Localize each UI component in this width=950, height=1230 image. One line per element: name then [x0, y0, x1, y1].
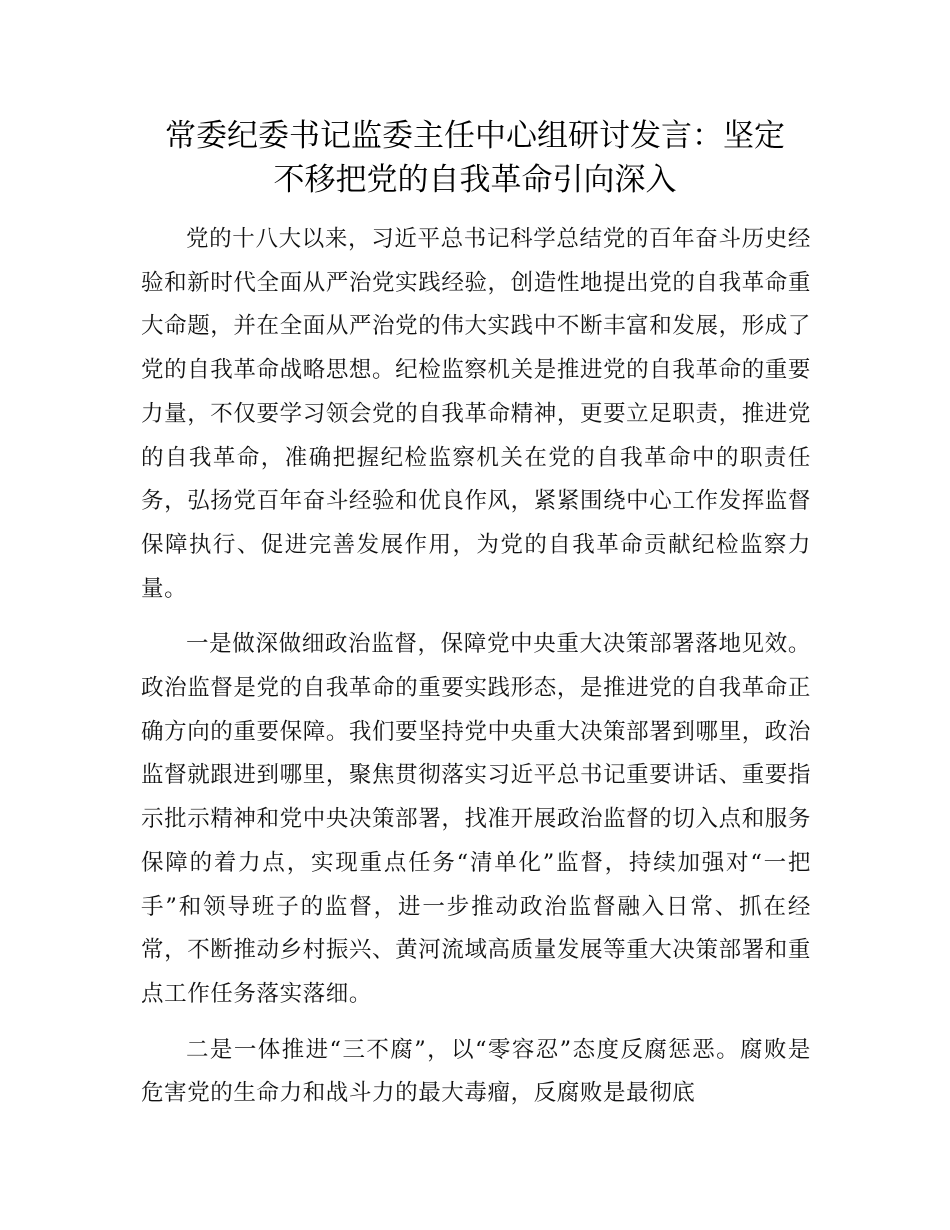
document-body: [141, 218, 811, 1116]
title-line-2: 不移把党的自我革命引向深入: [273, 162, 677, 198]
paragraph-anti-corruption: 二是一体推进“三不腐”，以“零容忍”态度反腐惩恶。腐败是危害党的生命力和战斗力的最大毒瘤，反腐败是最彻底: [141, 1036, 811, 1107]
paragraph-political-supervision: 一是做深做细政治监督，保障党中央重大决策部署落地见效。政治监督是党的自我革命的重要实践形态，是推进党的自我革命正确方向的重要保障。我们要坚持党中央重大决策部署到哪里，政治监督就跟进到哪里，聚焦贯彻落实习近平总书记重要讲话、重要指示批示精神和党中央决策部署，找准开展政治监督的切入点和服务保障的着力点，实现重点任务“清单化”监督，持续加强对“一把手”和领导班子的监督，进一步推动政治监督融入日常、抓在经常，不断推动乡村振兴、黄河流域高质量发展等重大决策部署和重点工作任务落实落细。: [141, 631, 811, 1007]
paragraph-intro: 党的十八大以来，习近平总书记科学总结党的百年奋斗历史经验和新时代全面从严治党实践经验，创造性地提出党的自我革命重大命题，并在全面从严治党的伟大实践中不断丰富和发展，形成了党的自我革命战略思想。纪检监察机关是推进党的自我革命的重要力量，不仅要学习领会党的自我革命精神，更要立足职责，推进党的自我革命，准确把握纪检监察机关在党的自我革命中的职责任务，弘扬党百年奋斗经验和优良作风，紧紧围绕中心工作发挥监督保障执行、促进完善发展作用，为党的自我革命贡献纪检监察力量。: [141, 226, 811, 602]
document-title: [100, 114, 850, 202]
title-line-1: 常委纪委书记监委主任中心组研讨发言：坚定: [165, 118, 785, 154]
